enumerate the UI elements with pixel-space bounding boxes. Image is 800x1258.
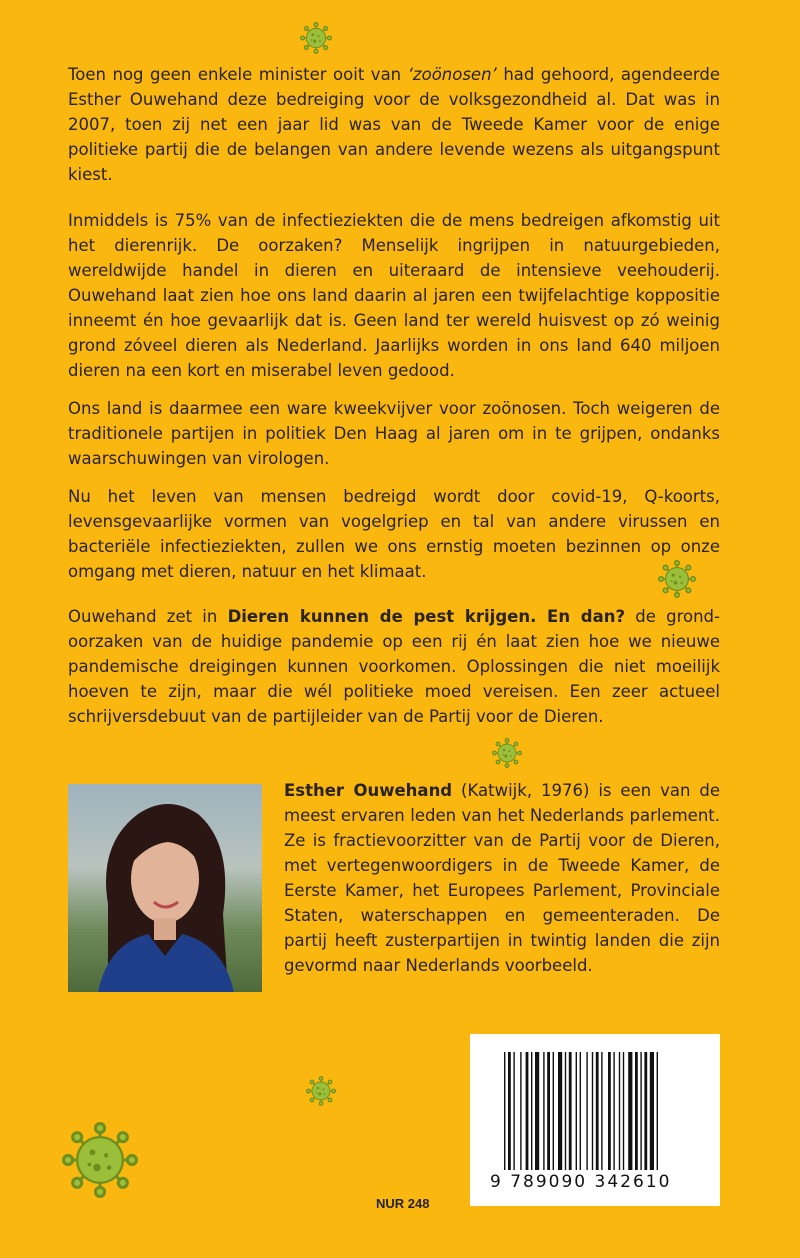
paragraph-text: Toen nog geen enkele minister ooit van [68,65,408,84]
paragraph-text: Ouwehand zet in [68,607,228,626]
body-paragraph: Nu het leven van mensen bedreigd wordt door covid-19, Q-koorts, levensgevaarlijke vormen van vogelgriep en tal van andere virussen en bacteriële infectieziekten, zullen we ons ernstig moeten bezinnen op onze omgang met dieren, natuur en het klimaat. [68,487,720,581]
isbn-digits: 9 789090 342610 [490,1172,672,1192]
author-photo [68,784,262,992]
paragraph-text: de grondoorzaken van de huidige pandemie op een rij én laat zien hoe we nieuwe pandemische dreigingen kunnen voorkomen. Oplossingen die niet moeilijk hoeven te zijn, maar die wél politieke moed vereisen. Een zeer actueel schrijversdebuut van de partijleider van de Partij voor de Dieren. [68,607,720,726]
virus-icon [492,738,522,768]
body-paragraph: Inmiddels is 75% van de infectieziekten die de mens bedreigen afkomstig uit het dierenrijk. De oorzaken? Menselijk ingrijpen in natuurgebieden, wereldwijde handel in dieren en uiteraard de intensieve veehouderij. Ouwehand laat zien hoe ons land daarin al jaren een twijfelachtige koppositie inneemt én hoe gevaarlijk dat is. Geen land ter wereld huisvest op zó weinig grond zóveel dieren als Nederland. Jaarlijks worden in ons land 640 miljoen dieren na een kort en miserabel leven gedood. [68,211,720,380]
book-paragraph [68,604,720,729]
nur-code: NUR 248 [376,1196,430,1211]
body-paragraph: Ons land is daarmee een ware kweekvijver voor zoönosen. Toch weigeren de traditionele partijen in politiek Den Haag al jaren om in te grijpen, ondanks waarschuwingen van virologen. [68,399,720,468]
paragraph-text: had gehoord, agendeerde Esther Ouwehand deze bedreiging voor de volksgezondheid al. Dat was in 2007, toen zij net een jaar lid was van de Tweede Kamer voor de enige politieke partij die de belangen van andere levende wezens als uitgangspunt kiest. [68,65,720,184]
virus-icon [306,1076,336,1106]
virus-icon [300,22,332,54]
bio-text: (Katwijk, 1976) is een van de meest ervaren leden van het Nederlands parlement. Ze is fractievoorzitter van de Partij voor de Dieren, met vertegenwoordigers in de Tweede Kamer, de Eerste Kamer, het Europees Parlement, Provinciale Staten, waterschappen en gemeenteraden. De partij heeft zusterpartijen in twintig landen die zijn gevormd naar Nederlands voorbeeld. [284,781,720,975]
intro-paragraph [68,62,720,187]
book-title: Dieren kunnen de pest krijgen. En dan? [227,607,626,626]
virus-icon [62,1122,138,1198]
italic-term: ‘zoönosen’ [407,65,497,84]
author-name: Esther Ouwehand [284,781,453,800]
author-bio [284,778,720,978]
